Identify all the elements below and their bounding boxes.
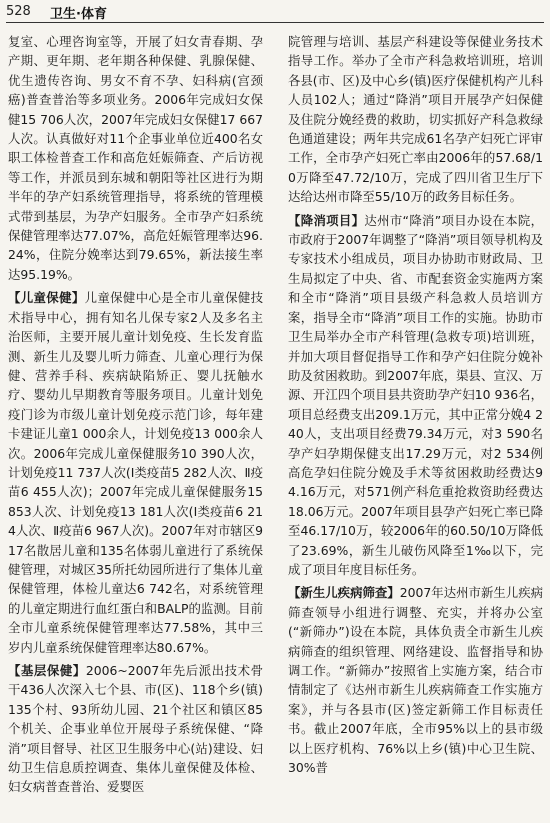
left-column [8, 32, 263, 797]
section-tag: 【儿童保健】 [8, 290, 85, 306]
paragraph [288, 32, 543, 207]
paragraph-reduction-project [288, 211, 543, 580]
section-title: 卫生·体育 [50, 7, 107, 22]
paragraph-text: 达州市“降消”项目办设在本院，市政府于2007年调整了“降消”项目领导机构及专家技术小组成员，项目办协助市财政局、卫生局拟定了中央、省、市配套资金实施两方案和全市“降消”项目县级产科急救人员培训方案，指导全市“降消”项目工作的实施。协助市卫生局举办全市产科管理(急救专项)培训班，并加大项目督促指导工作和孕产妇住院分娩补助及贫困救助。到2007年底，渠县、宣汉、万源、开江四个项目县共资助孕产妇10 936名，项目总经费支出209.1万元，其中正常分娩4 240人，支出项目经费79.34万元，对3 590名孕产妇孕期保健支出17.29万元，对2 534例高危孕妇住院分娩及手术等贫困救助经费达94.16万元，对571例产科危重抢救资助经费达18.06万元。2007年项目县孕产妇死亡率已降至46.17/10万，较2006年的60.50/10万降低了23.69%，新生儿破伤风降至1‰以下，完成了项目年度目标任务。 [288, 212, 544, 577]
paragraph-text: 复室、心理咨询室等，开展了妇女青春期、孕产期、更年期、老年期各种保健、乳腺保健、优生遗传咨询、男女不育不孕、妇科病(宫颈癌)普查普治等多项业务。2006年完成妇女保健15 706人次，2007年完成妇女保健17 667人次。认真做好对11个企事业单位近400名女职工体检普查工作和高危妊娠筛查、产后访视等工作，并派员到东城和朝阳等社区进行为期半年的孕产妇系统管理指导，将系统的管理模式带到基层，为孕产妇服务。全市孕产妇系统保健管理率达77.07%，高危妊娠管理率达96.24%，住院分娩率达到79.65%，新法接生率达95.19%。 [8, 34, 263, 282]
paragraph-child-health [8, 288, 263, 657]
header-rule [6, 22, 544, 23]
paragraph-text: 院管理与培训、基层产科建设等保健业务技术指导工作。举办了全市产科急救培训班，培训各县(市、区)及中心乡(镇)医疗保健机构产儿科人员102人；通过“降消”项目开展孕产妇保健及住院分娩经费的救助，切实抓好产科急救绿色通道建设；两年共完成61名孕产妇死亡评审工作，全市孕产妇死亡率由2006年的57.68/10万降至47.72/10万，完成了四川省卫生厅下达给达州市降至55/10万的政务目标任务。 [288, 34, 543, 205]
page-header [0, 0, 550, 24]
paragraph-text: 儿童保健中心是全市儿童保健技术指导中心，拥有知名儿保专家2人及多名主治医师，主要开展儿童计划免疫、生长发育监测、新生儿及婴儿听力筛查、儿童心理行为保健、营养手科、疾病缺陷矫正、婴儿抚触水疗、婴幼儿早期教育等服务项目。儿童计划免疫门诊为市级儿童计划免疫示范门诊，每年建卡建证儿童1 000余人，计划免疫13 000余人次。2006年完成儿童保健服务10 390人次，计划免疫11 737人次(Ⅰ类疫苗5 282人次、Ⅱ疫苗6 455人次)；2007年完成儿童保健服务15 853人次、计划免疫13 181人次(Ⅰ类疫苗6 214人次、Ⅱ疫苗6 967人次)。2007年对市辖区917名散居儿童和135名体弱儿童进行了系统保健管理，对城区35所托幼园所进行了集体儿童保健管理，体检儿童达6 742名，对系统管理的儿童定期进行血红蛋白和BALP的监测。目前全市儿童系统保健管理率达77.58%，其中三岁内儿童系统保健管理率达80.67%。 [8, 290, 264, 655]
paragraph [8, 32, 263, 284]
section-tag: 【降消项目】 [288, 212, 365, 228]
section-tag: 【基层保健】 [8, 663, 86, 678]
paragraph-text: 2007年达州市新生儿疾病筛查领导小组进行调整、充实，并将办公室(“新筛办”)设在本院，具体负责全市新生儿疾病筛查的组织管理、网络建设、监督指导和协调工作。“新筛办”按照省上实施方案，结合市情制定了《达州市新生儿疾病筛查工作实施方案》，并与各县市(区)签定新筛工作目标责任书。截止2007年底，全市95%以上的县市级以上医疗机构、76%以上乡(镇)中心卫生院、30%普 [288, 585, 543, 776]
paragraph-grassroots-health [8, 661, 263, 797]
paragraph-newborn-screening [288, 583, 543, 777]
right-column [288, 32, 543, 777]
section-tag: 【新生儿疾病筛查】 [288, 585, 400, 601]
paragraph-text: 2006~2007年先后派出技术骨干436人次深入七个县、市(区)、118个乡(镇)135个村、93所幼儿园、21个社区和镇区85个机关、企事业单位开展母子系统保健、“降消”项目督导、社区卫生服务中心(站)建设、妇幼卫生信息质控调查、集体儿童保健及体检、妇女病普查普治、爱婴医 [8, 663, 264, 795]
page-number: 528 [6, 4, 31, 19]
